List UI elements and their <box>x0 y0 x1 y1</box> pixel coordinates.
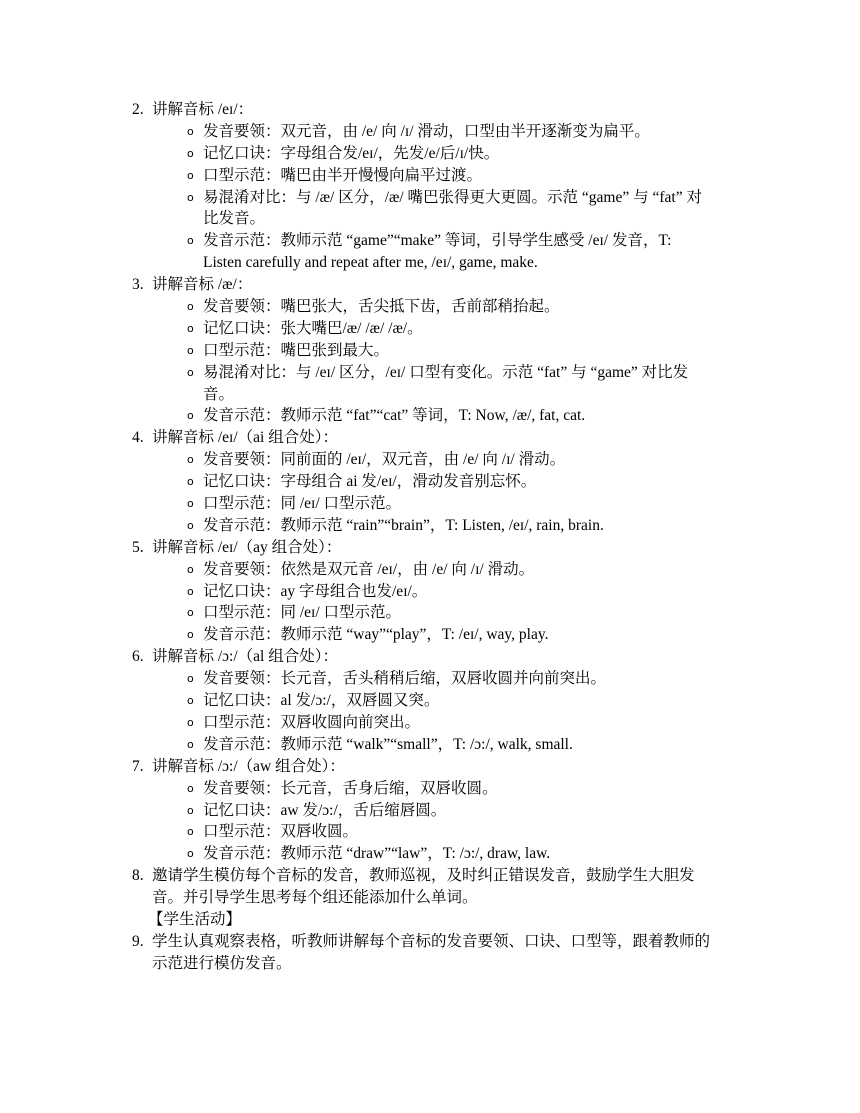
bullet-marker-icon: o <box>187 584 194 598</box>
item-text: 示范进行模仿发音。 <box>152 954 292 972</box>
item-text: 学生认真观察表格，听教师讲解每个音标的发音要领、口诀、口型等，跟着教师的 <box>152 932 711 950</box>
bullet-marker-icon: o <box>187 803 194 817</box>
bullet-marker-icon: o <box>187 715 194 729</box>
bullet-text: 发音示范：教师示范 “walk”“small”，T: /ɔ:/, walk, small. <box>203 735 573 753</box>
bullet-text: 记忆口诀：字母组合发/eɪ/，先发/e/后/ɪ/快。 <box>203 144 500 162</box>
lesson-plan-document <box>0 99 860 975</box>
item-number: 2. <box>132 101 144 118</box>
bullet-marker-icon: o <box>187 562 194 576</box>
bullet-text: 比发音。 <box>203 210 266 228</box>
bullet-marker-icon: o <box>187 146 194 160</box>
bullet-point <box>0 165 860 187</box>
bullet-marker-icon: o <box>187 694 194 708</box>
bullet-marker-icon: o <box>187 168 194 182</box>
item-number: 6. <box>132 648 144 666</box>
bullet-marker-icon: o <box>187 475 194 489</box>
bullet-text: 发音示范：教师示范 “game”“make” 等词，引导学生感受 /eɪ/ 发音，T: <box>203 232 672 250</box>
bullet-marker-icon: o <box>187 234 194 248</box>
bullet-text: 口型示范：双唇收圆。 <box>203 823 359 841</box>
bullet-point <box>0 230 860 252</box>
item-title: 讲解音标 /æ/： <box>152 276 253 294</box>
bullet-text: 发音要领：长元音，舌头稍稍后缩，双唇收圆并向前突出。 <box>203 670 607 688</box>
bullet-marker-icon: o <box>187 453 194 467</box>
item-text-continuation <box>0 887 860 909</box>
bullet-marker-icon: o <box>187 737 194 751</box>
bullet-point <box>0 778 860 800</box>
bullet-text: 口型示范：双唇收圆向前突出。 <box>203 713 421 731</box>
item-heading <box>0 931 860 953</box>
bullet-marker-icon: o <box>187 321 194 335</box>
bullet-text: 发音要领：双元音，由 /e/ 向 /ɪ/ 滑动，口型由半开逐渐变为扁平。 <box>203 122 650 140</box>
bullet-text: 发音示范：教师示范 “fat”“cat” 等词，T: Now, /æ/, fat, cat. <box>203 407 586 425</box>
bullet-point <box>0 187 860 209</box>
bullet-point <box>0 712 860 734</box>
bullet-point <box>0 800 860 822</box>
bullet-point <box>0 668 860 690</box>
bullet-text: 音。 <box>203 385 235 403</box>
bullet-text: 记忆口诀：al 发/ɔ:/，双唇圆又突。 <box>203 692 440 710</box>
bullet-point <box>0 362 860 384</box>
bullet-point <box>0 581 860 603</box>
bullet-point <box>0 121 860 143</box>
bullet-text: 易混淆对比：与 /æ/ 区分，/æ/ 嘴巴张得更大更圆。示范 “game” 与 “fat” 对 <box>203 188 702 206</box>
bullet-marker-icon: o <box>187 409 194 423</box>
item-number: 7. <box>132 757 144 775</box>
item-title: 讲解音标 /ɔ:/（al 组合处）： <box>152 648 338 666</box>
bullet-point <box>0 624 860 646</box>
item-number: 3. <box>132 276 144 294</box>
bullet-marker-icon: o <box>187 781 194 795</box>
item-heading <box>0 274 860 296</box>
bullet-marker-icon: o <box>187 847 194 861</box>
activity-label: 【学生活动】 <box>148 910 242 928</box>
bullet-text: 记忆口诀：ay 字母组合也发/eɪ/。 <box>203 582 428 600</box>
bullet-point-continuation <box>0 252 860 274</box>
bullet-point <box>0 843 860 865</box>
bullet-point <box>0 690 860 712</box>
bullet-text: 易混淆对比：与 /eɪ/ 区分，/eɪ/ 口型有变化。示范 “fat” 与 “game” 对比发 <box>203 363 689 381</box>
item-number: 9. <box>132 932 144 950</box>
bullet-text: 发音要领：依然是双元音 /eɪ/，由 /e/ 向 /ɪ/ 滑动。 <box>203 560 535 578</box>
bullet-text: 记忆口诀：张大嘴巴/æ/ /æ/ /æ/。 <box>203 319 423 337</box>
bullet-point <box>0 515 860 537</box>
bullet-point <box>0 559 860 581</box>
bullet-marker-icon: o <box>187 672 194 686</box>
bullet-point <box>0 318 860 340</box>
item-text-continuation <box>0 953 860 975</box>
bullet-marker-icon: o <box>187 124 194 138</box>
bullet-marker-icon: o <box>187 825 194 839</box>
item-text: 邀请学生模仿每个音标的发音，教师巡视，及时纠正错误发音，鼓励学生大胆发 <box>152 867 695 885</box>
item-title: 讲解音标 /ɔ:/（aw 组合处）： <box>152 757 345 775</box>
bullet-text: 发音要领：同前面的 /eɪ/，双元音，由 /e/ 向 /ɪ/ 滑动。 <box>203 451 566 469</box>
bullet-text: 发音要领：嘴巴张大，舌尖抵下齿，舌前部稍抬起。 <box>203 298 560 316</box>
item-heading <box>0 537 860 559</box>
bullet-text: 记忆口诀：aw 发/ɔ:/，舌后缩唇圆。 <box>203 801 447 819</box>
item-title: 讲解音标 /eɪ/（ay 组合处）： <box>152 538 342 556</box>
bullet-marker-icon: o <box>187 343 194 357</box>
item-title: 讲解音标 /eɪ/： <box>152 101 254 118</box>
activity-heading <box>0 909 860 931</box>
item-number: 4. <box>132 429 144 447</box>
bullet-text: 记忆口诀：字母组合 ai 发/eɪ/，滑动发音别忘怀。 <box>203 473 537 491</box>
item-number: 5. <box>132 538 144 556</box>
item-number: 8. <box>132 867 144 885</box>
bullet-marker-icon: o <box>187 606 194 620</box>
bullet-point-continuation <box>0 208 860 230</box>
bullet-text: 发音示范：教师示范 “rain”“brain”，T: Listen, /eɪ/, rain, brain. <box>203 516 604 534</box>
bullet-text: 口型示范：嘴巴由半开慢慢向扁平过渡。 <box>203 166 483 184</box>
bullet-text: 发音要领：长元音，舌身后缩，双唇收圆。 <box>203 779 498 797</box>
bullet-marker-icon: o <box>187 518 194 532</box>
bullet-marker-icon: o <box>187 190 194 204</box>
bullet-marker-icon: o <box>187 628 194 642</box>
bullet-text: 口型示范：同 /eɪ/ 口型示范。 <box>203 495 402 513</box>
bullet-text: 口型示范：同 /eɪ/ 口型示范。 <box>203 604 402 622</box>
bullet-point <box>0 602 860 624</box>
bullet-point <box>0 143 860 165</box>
bullet-point-continuation <box>0 384 860 406</box>
item-text: 音。并引导学生思考每个组还能添加什么单词。 <box>152 889 478 907</box>
item-heading <box>0 646 860 668</box>
bullet-point <box>0 340 860 362</box>
bullet-text: 口型示范：嘴巴张到最大。 <box>203 341 390 359</box>
bullet-point <box>0 821 860 843</box>
bullet-text: 发音示范：教师示范 “draw”“law”，T: /ɔ:/, draw, law. <box>203 845 551 863</box>
bullet-marker-icon: o <box>187 300 194 314</box>
bullet-point <box>0 493 860 515</box>
item-title: 讲解音标 /eɪ/（ai 组合处）： <box>152 429 338 447</box>
bullet-point <box>0 449 860 471</box>
bullet-marker-icon: o <box>187 365 194 379</box>
bullet-marker-icon: o <box>187 497 194 511</box>
bullet-point <box>0 405 860 427</box>
item-heading <box>0 756 860 778</box>
item-heading <box>0 865 860 887</box>
item-heading <box>0 427 860 449</box>
bullet-text: Listen carefully and repeat after me, /eɪ/, game, make. <box>203 254 538 272</box>
item-heading <box>0 99 860 121</box>
bullet-point <box>0 296 860 318</box>
bullet-text: 发音示范：教师示范 “way”“play”，T: /eɪ/, way, play. <box>203 626 549 644</box>
bullet-point <box>0 734 860 756</box>
bullet-point <box>0 471 860 493</box>
